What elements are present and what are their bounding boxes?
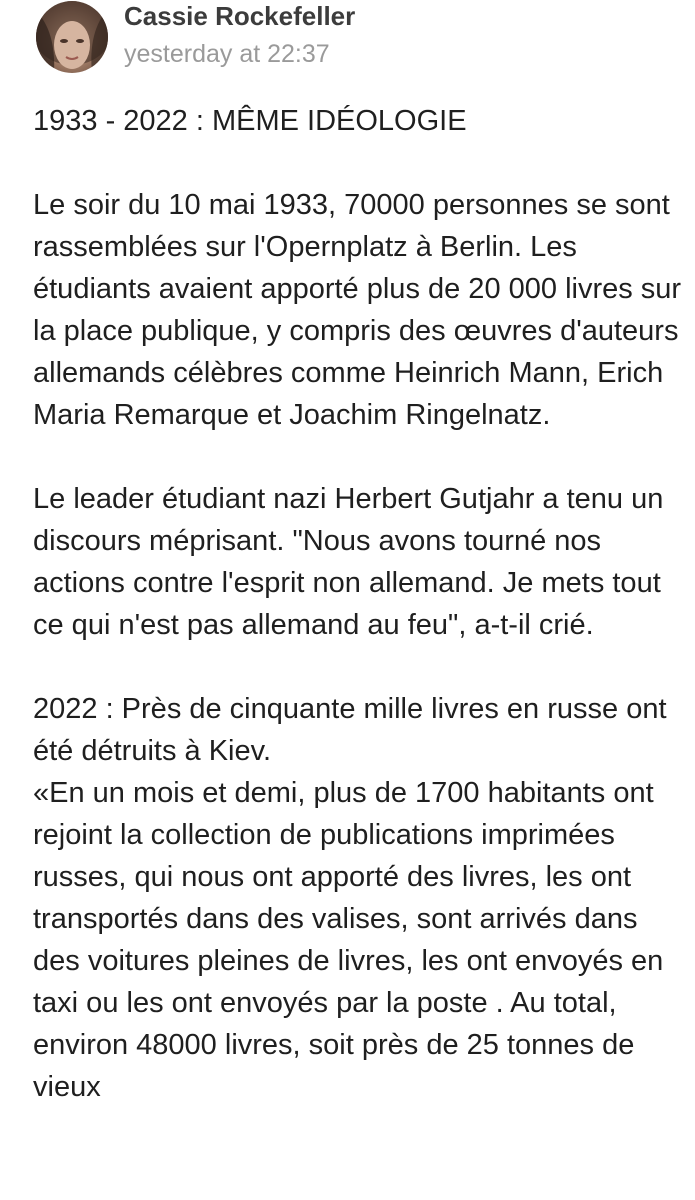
post-heading: 1933 - 2022 : MÊME IDÉOLOGIE	[33, 105, 467, 137]
post-paragraph: «En un mois et demi, plus de 1700 habitants ont rejoint la collection de publications imprimées russes, qui nous ont apporté des livres, les ont transportés dans des valises, sont arrivés dans des voitures pleines de livres, les ont envoyés en taxi ou les ont envoyés par la poste . Au total, environ 48000 livres, soit près de 25 tonnes de vieux	[33, 777, 664, 1103]
post-timestamp[interactable]: yesterday at 22:37	[124, 40, 330, 68]
profile-photo-icon	[36, 1, 108, 73]
avatar[interactable]	[36, 1, 108, 73]
post-paragraph: Le leader étudiant nazi Herbert Gutjahr a tenu un discours méprisant. "Nous avons tourné nos actions contre l'esprit non allemand. Je mets tout ce qui n'est pas allemand au feu", a-t-il crié.	[33, 483, 664, 641]
author-name[interactable]: Cassie Rockefeller	[124, 1, 356, 31]
post-header	[0, 0, 695, 90]
post-paragraph: 2022 : Près de cinquante mille livres en russe ont été détruits à Kiev.	[33, 693, 667, 767]
post-body	[33, 100, 683, 1108]
post-paragraph: Le soir du 10 mai 1933, 70000 personnes se sont rassemblées sur l'Opernplatz à Berlin. Les étudiants avaient apporté plus de 20 000 livres sur la place publique, y compris des œuvres d'auteurs allemands célèbres comme Heinrich Mann, Erich Maria Remarque et Joachim Ringelnatz.	[33, 189, 682, 431]
